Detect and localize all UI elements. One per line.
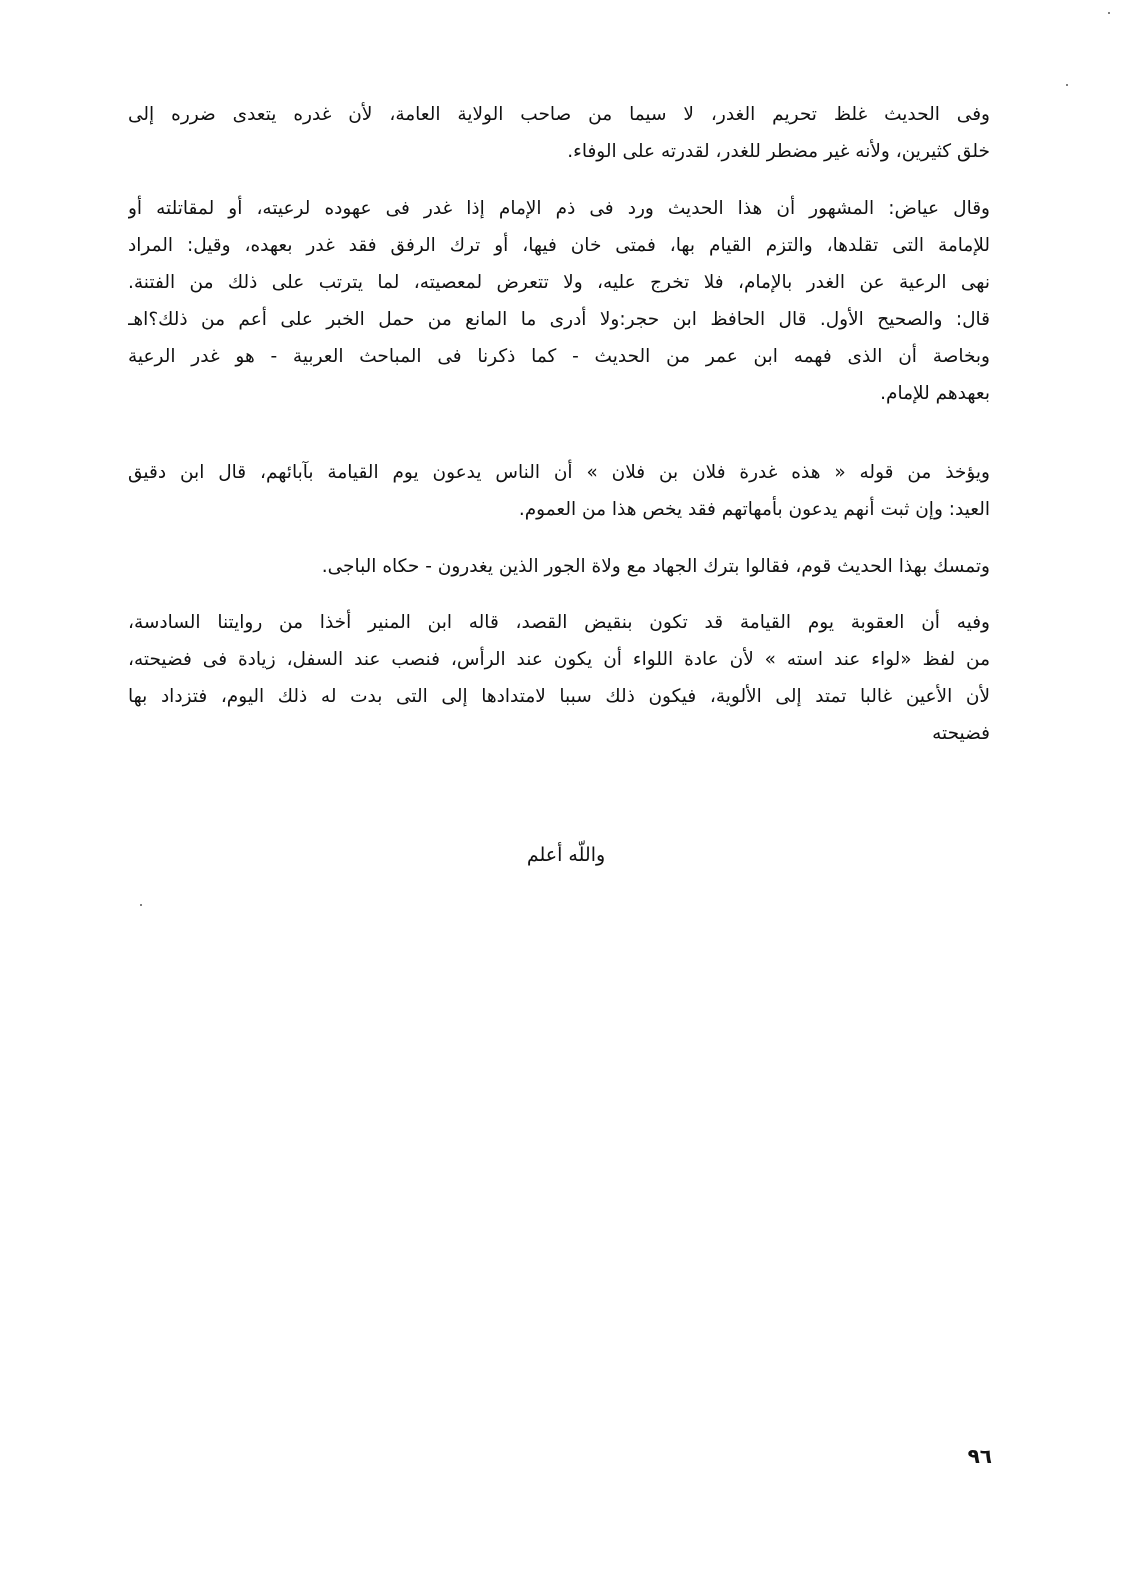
text-line: قال: والصحيح الأول. قال الحافظ ابن حجر:ولا أدرى ما المانع من حمل الخبر على أعم من ذلك؟اهـ — [128, 309, 990, 330]
paragraph-2 — [128, 190, 990, 412]
paragraph-3 — [128, 454, 990, 528]
paragraph-4 — [128, 548, 990, 585]
scan-speck — [140, 904, 142, 906]
text-line: وبخاصة أن الذى فهمه ابن عمر من الحديث - كما ذكرنا فى المباحث العربية - هو غدر الرعية — [128, 346, 990, 367]
text-line: لأن الأعين غالبا تمتد إلى الألوية، فيكون ذلك سببا لامتدادها إلى التى بدت له ذلك اليوم، فتزداد بها — [128, 686, 990, 707]
scan-speck — [1066, 84, 1068, 86]
text-line: للإمامة التى تقلدها، والتزم القيام بها، فمتى خان فيها، أو ترك الرفق فقد غدر بعهده، وقيل: المراد — [128, 235, 990, 256]
paragraph-5 — [128, 604, 990, 752]
paragraph-1 — [128, 96, 990, 170]
text-line: وفى الحديث غلظ تحريم الغدر، لا سيما من صاحب الولاية العامة، لأن غدره يتعدى ضرره إلى — [128, 104, 990, 125]
text-line: نهى الرعية عن الغدر بالإمام، فلا تخرج عليه، ولا تتعرض لمعصيته، لما يترتب على ذلك من الفتنة. — [128, 272, 990, 293]
text-line: وفيه أن العقوبة يوم القيامة قد تكون بنقيض القصد، قاله ابن المنير أخذا من روايتنا السادسة، — [128, 612, 990, 633]
text-line: من لفظ «لواء عند استه » لأن عادة اللواء أن يكون عند الرأس، فنصب عند السفل، زيادة فى فضيحته، — [128, 649, 990, 670]
text-line: ويؤخذ من قوله « هذه غدرة فلان بن فلان » أن الناس يدعون يوم القيامة بآبائهم، قال ابن دقيق — [128, 462, 990, 483]
text-line: وقال عياض: المشهور أن هذا الحديث ورد فى ذم الإمام إذا غدر فى عهوده لرعيته، أو لمقاتلته أو — [128, 198, 990, 219]
text-line: بعهدهم للإمام. — [880, 383, 990, 404]
page-number: ٩٦ — [967, 1444, 992, 1468]
text-line: العيد: وإن ثبت أنهم يدعون بأمهاتهم فقد يخص هذا من العموم. — [518, 499, 990, 520]
text-line: خلق كثيرين، ولأنه غير مضطر للغدر، لقدرته على الوفاء. — [567, 141, 990, 162]
scan-speck — [1108, 12, 1110, 14]
text-line: وتمسك بهذا الحديث قوم، فقالوا بترك الجهاد مع ولاة الجور الذين يغدرون - حكاه الباجى. — [321, 556, 990, 577]
text-line: فضيحته — [932, 723, 990, 744]
closing-phrase: واللّه أعلم — [526, 844, 606, 866]
